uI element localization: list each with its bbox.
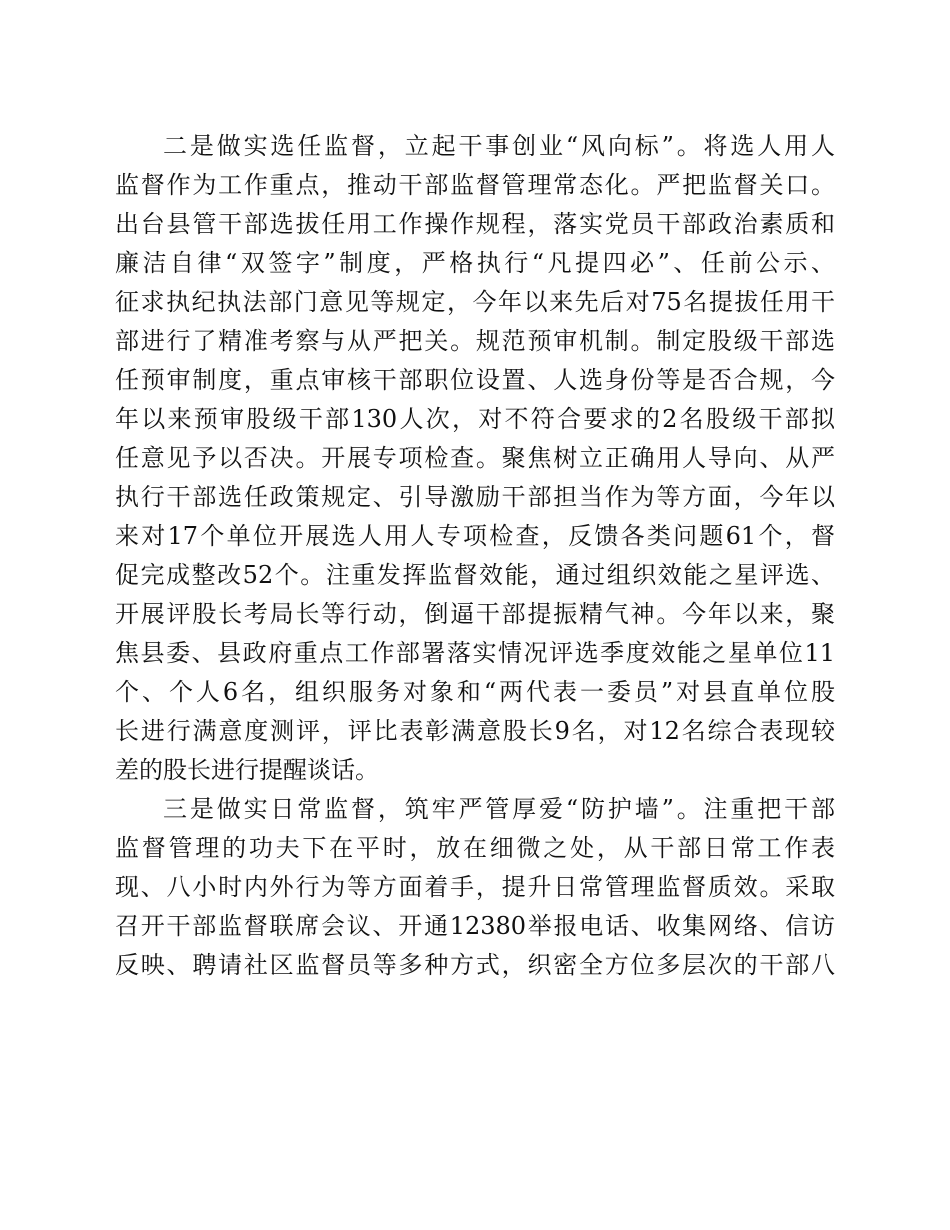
text-line: 长进行满意度测评，评比表彰满意股长9名，对12名综合表现较 (115, 717, 835, 745)
text-line: 召开干部监督联席会议、开通12380举报电话、收集网络、信访 (115, 912, 835, 940)
text-line: 年以来预审股级干部130人次，对不符合要求的2名股级干部拟 (115, 405, 835, 433)
text-line: 焦县委、县政府重点工作部署落实情况评选季度效能之星单位11 (115, 639, 835, 667)
text-line: 三是做实日常监督，筑牢严管厚爱“防护墙”。注重把干部 (163, 795, 835, 823)
text-line: 现、八小时内外行为等方面着手，提升日常管理监督质效。采取 (115, 873, 835, 901)
paragraph-daily-supervision (115, 790, 835, 985)
text-line: 征求执纪执法部门意见等规定，今年以来先后对75名提拔任用干 (115, 288, 835, 316)
text-line: 廉洁自律“双签字”制度，严格执行“凡提四必”、任前公示、 (115, 249, 835, 277)
text-line: 执行干部选任政策规定、引导激励干部担当作为等方面，今年以 (115, 483, 835, 511)
text-line: 监督管理的功夫下在平时，放在细微之处，从干部日常工作表 (115, 834, 835, 862)
paragraph-selection-supervision (115, 127, 835, 790)
text-line: 任意见予以否决。开展专项检查。聚焦树立正确用人导向、从严 (115, 444, 835, 472)
text-line: 差的股长进行提醒谈话。 (115, 756, 379, 784)
text-line: 任预审制度，重点审核干部职位设置、人选身份等是否合规，今 (115, 366, 835, 394)
text-line: 监督作为工作重点，推动干部监督管理常态化。严把监督关口。 (115, 171, 835, 199)
text-line: 促完成整改52个。注重发挥监督效能，通过组织效能之星评选、 (115, 561, 835, 589)
text-line: 部进行了精准考察与从严把关。规范预审机制。制定股级干部选 (115, 327, 835, 355)
text-line: 开展评股长考局长等行动，倒逼干部提振精气神。今年以来，聚 (115, 600, 835, 628)
text-line: 出台县管干部选拔任用工作操作规程，落实党员干部政治素质和 (115, 210, 835, 238)
body-text (115, 127, 835, 985)
text-line: 二是做实选任监督，立起干事创业“风向标”。将选人用人 (163, 132, 835, 160)
text-line: 反映、聘请社区监督员等多种方式，织密全方位多层次的干部八 (115, 951, 835, 979)
text-line: 来对17个单位开展选人用人专项检查，反馈各类问题61个，督 (115, 522, 835, 550)
text-line: 个、个人6名，组织服务对象和“两代表一委员”对县直单位股 (115, 678, 835, 706)
